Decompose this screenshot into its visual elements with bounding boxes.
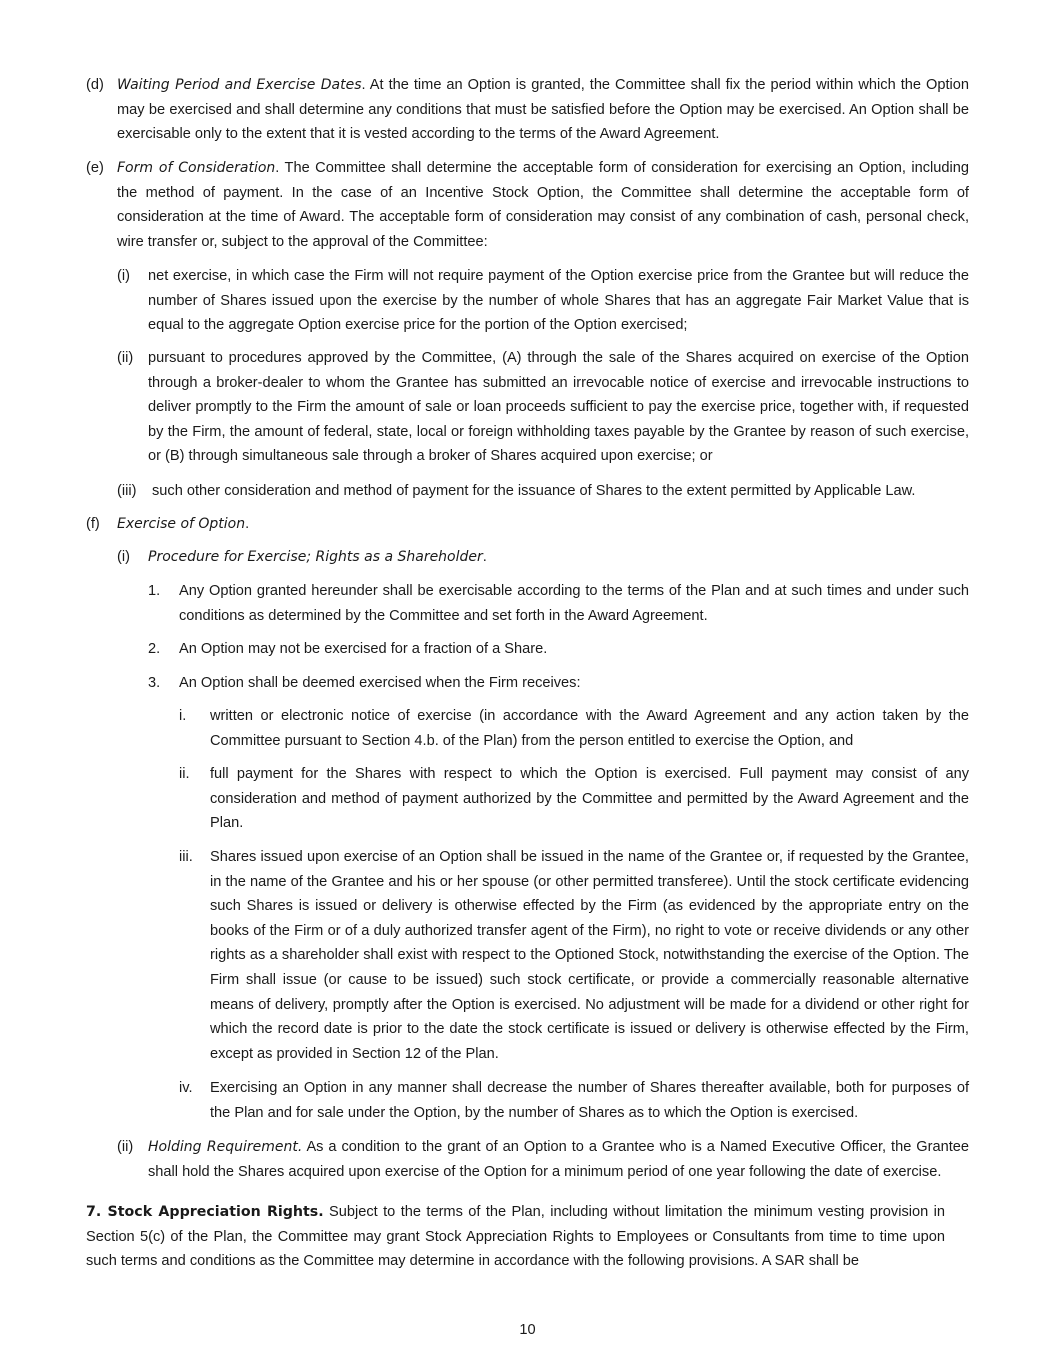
- clause-text: .: [245, 516, 250, 532]
- clause-text: An Option may not be exercised for a fraction of a Share.: [179, 641, 548, 657]
- clause-f-i-3-iv: [179, 1076, 969, 1125]
- clause-marker: 2.: [148, 641, 161, 657]
- clause-title: Exercise of Option: [117, 516, 246, 532]
- clause-marker: (i): [117, 268, 130, 284]
- clause-e-i: [117, 264, 969, 338]
- clause-text: written or electronic notice of exercise (in accordance with the Award Agreement and any action taken by the Committee pursuant to Section 4.b. of the Plan) from the person entitled to exercise the Option, and: [210, 708, 969, 749]
- clause-marker: (f): [86, 516, 100, 532]
- clause-text: . At the time an Option is granted, the Committee shall fix the period within which the Option may be exercised and shall determine any conditions that must be satisfied before the Option may be exercised. An Option shall be exercisable only to the extent that it is vested according to the terms of the Award Agreement.: [117, 77, 969, 143]
- clause-marker: 1.: [148, 583, 161, 599]
- clause-title: Form of Consideration: [117, 160, 276, 176]
- clause-marker: 3.: [148, 675, 161, 691]
- clause-marker: iv.: [179, 1080, 193, 1096]
- clause-e: [86, 156, 969, 254]
- clause-f-i: [117, 545, 969, 570]
- clause-text: .: [482, 549, 487, 565]
- clause-f-i-3-i: [179, 704, 969, 753]
- clause-f-i-3-iii: [179, 845, 969, 1066]
- clause-f: [86, 512, 969, 537]
- clause-title: Holding Requirement.: [148, 1139, 303, 1155]
- clause-marker: i.: [179, 708, 187, 724]
- clause-e-iii: [117, 479, 969, 504]
- clause-marker: (e): [86, 160, 104, 176]
- clause-marker: (d): [86, 77, 104, 93]
- clause-text: pursuant to procedures approved by the Committee, (A) through the sale of the Shares acquired on exercise of the Option through a broker-dealer to whom the Grantee has submitted an irrevocable notice of exercise and irrevocable instructions to deliver promptly to the Firm the amount of sale or loan proceeds sufficient to pay the exercise price, together with, if requested by the Firm, the amount of federal, state, local or foreign withholding taxes payable by the Grantee by reason of such exercise, or (B) through simultaneous sale through a broker of Shares acquired upon exercise; or: [148, 350, 969, 465]
- clause-f-i-3-ii: [179, 762, 969, 836]
- clause-text: such other consideration and method of payment for the issuance of Shares to the extent permitted by Applicable Law.: [152, 483, 916, 499]
- section-7: [86, 1200, 945, 1274]
- clause-title: Procedure for Exercise; Rights as a Shareholder: [148, 549, 483, 565]
- clause-text: . The Committee shall determine the acceptable form of consideration for exercising an Option, including the method of payment. In the case of an Incentive Stock Option, the Committee shall determine the acceptable form of consideration at the time of Award. The acceptable form of consideration may consist of any combination of cash, personal check, wire transfer or, subject to the approval of the Committee:: [117, 160, 969, 250]
- clause-text: Shares issued upon exercise of an Option shall be issued in the name of the Grantee or, if requested by the Grantee, in the name of the Grantee and his or her spouse (or other permitted transferee). Until the stock certificate evidencing such Shares is issued or delivery is otherwise effected by the Firm (as evidenced by the appropriate entry on the books of the Firm or of a duly authorized transfer agent of the Firm), no right to vote or receive dividends or any other rights as a shareholder shall exist with respect to the Optioned Stock, notwithstanding the exercise of the Option. The Firm shall issue (or cause to be issued) such stock certificate, or provide a commercially reasonable alternative means of delivery, promptly after the Option is exercised. No adjustment will be made for a dividend or other right for which the record date is prior to the date the stock certificate is issued or delivery is otherwise effected by the Firm, except as provided in Section 12 of the Plan.: [210, 849, 969, 1062]
- clause-f-i-2: [148, 637, 969, 662]
- clause-f-i-1: [148, 579, 969, 628]
- clause-e-ii: [117, 346, 969, 469]
- clause-text: As a condition to the grant of an Option to a Grantee who is a Named Executive Officer, the Grantee shall hold the Shares acquired upon exercise of the Option for a minimum period of one year following the date of exercise.: [148, 1139, 969, 1180]
- clause-marker: ii.: [179, 766, 190, 782]
- clause-marker: (i): [117, 549, 130, 565]
- clause-marker: iii.: [179, 849, 193, 865]
- clause-marker: (ii): [117, 350, 134, 366]
- clause-d: [86, 73, 969, 147]
- clause-text: Exercising an Option in any manner shall decrease the number of Shares thereafter available, both for purposes of the Plan and for sale under the Option, by the number of Shares as to which the Option is exercised.: [210, 1080, 969, 1121]
- section-text: Subject to the terms of the Plan, including without limitation the minimum vesting provision in Section 5(c) of the Plan, the Committee may grant Stock Appreciation Rights to Employees or Consultants from time to time upon such terms and conditions as the Committee may determine in accordance with the following provisions. A SAR shall be: [86, 1204, 945, 1270]
- clause-text: Any Option granted hereunder shall be exercisable according to the terms of the Plan and at such times and under such conditions as determined by the Committee and set forth in the Award Agreement.: [179, 583, 969, 624]
- clause-title: Waiting Period and Exercise Dates: [117, 77, 362, 93]
- page-number: 10: [519, 1322, 536, 1338]
- clause-f-i-3: [148, 671, 969, 696]
- clause-marker: (iii): [117, 483, 137, 499]
- clause-f-ii: [117, 1135, 969, 1184]
- clause-text: net exercise, in which case the Firm will not require payment of the Option exercise price from the Grantee but will reduce the number of Shares issued upon the exercise by the number of whole Shares that has an aggregate Fair Market Value that is equal to the aggregate Option exercise price for the portion of the Option exercised;: [148, 268, 969, 334]
- clause-marker: (ii): [117, 1139, 134, 1155]
- clause-text: An Option shall be deemed exercised when the Firm receives:: [179, 675, 581, 691]
- section-heading: 7. Stock Appreciation Rights.: [86, 1204, 324, 1220]
- clause-text: full payment for the Shares with respect to which the Option is exercised. Full payment may consist of any consideration and method of payment authorized by the Committee and permitted by the Award Agreement and the Plan.: [210, 766, 969, 832]
